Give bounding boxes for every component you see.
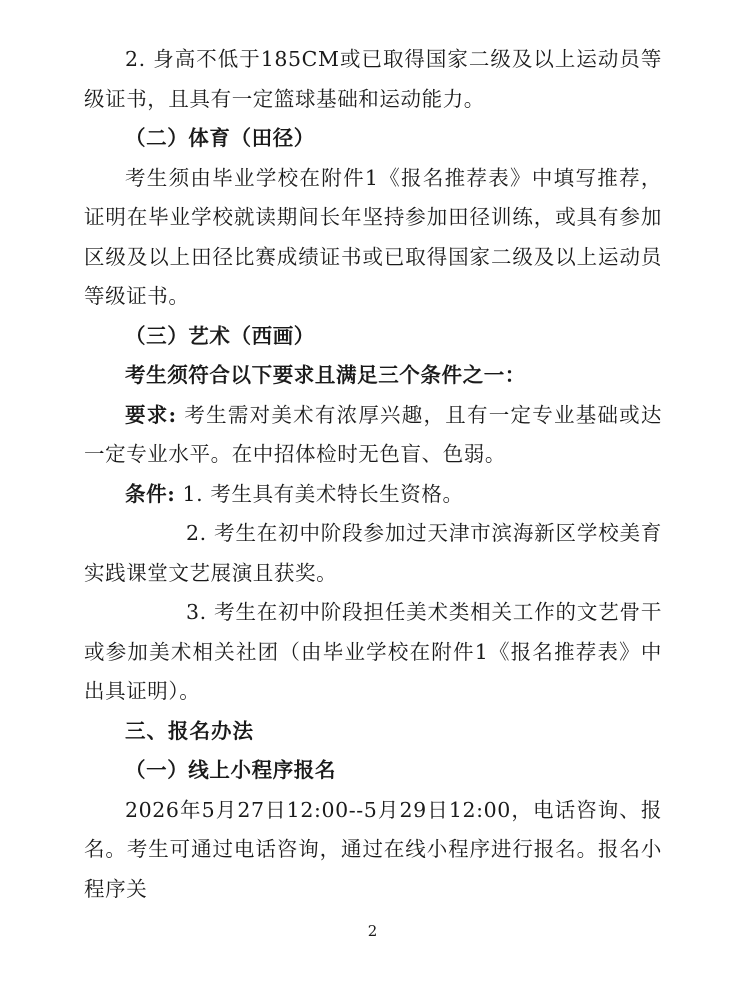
requirement-label: 要求: xyxy=(125,402,177,427)
paragraph-track-and-field: 考生须由毕业学校在附件1《报名推荐表》中填写推荐，证明在毕业学校就读期间长年坚持参加田径训练，或具有参加区级及以上田径比赛成绩证书或已取得国家二级及以上运动员等级证书。 xyxy=(84,165,662,308)
document-body xyxy=(84,40,662,909)
condition-1-text: 1. 考生具有美术特长生资格。 xyxy=(182,481,464,506)
paragraph-art-intro: 考生须符合以下要求且满足三个条件之一： xyxy=(125,363,526,387)
condition-label: 条件: xyxy=(125,481,176,506)
paragraph-condition-2: 2. 考生在初中阶段参加过天津市滨海新区学校美育实践课堂文艺展演且获奖。 xyxy=(84,521,662,585)
heading-art-western-painting: （三）艺术（西画） xyxy=(125,323,315,348)
heading-registration-method: 三、报名办法 xyxy=(125,718,254,743)
paragraph-online-registration: 2026年5月27日12:00--5月29日12:00，电话咨询、报名。考生可通过电话咨询，通过在线小程序进行报名。报名小程序关 xyxy=(84,797,662,901)
requirement-text: 考生需对美术有浓厚兴趣，且有一定专业基础或达一定专业水平。在中招体检时无色盲、色弱。 xyxy=(84,402,663,466)
heading-track-and-field: （二）体育（田径） xyxy=(125,126,315,150)
heading-online-registration: （一）线上小程序报名 xyxy=(125,758,336,782)
paragraph-art-requirement xyxy=(84,396,662,475)
page-number: 2 xyxy=(367,922,378,940)
paragraph-condition-3: 3. 考生在初中阶段担任美术类相关工作的文艺骨干或参加美术相关社团（由毕业学校在附件1《报名推荐表》中出具证明）。 xyxy=(84,600,662,703)
paragraph-height-requirement: 2. 身高不低于185CM或已取得国家二级及以上运动员等级证书，且具有一定篮球基础和运动能力。 xyxy=(84,47,662,111)
paragraph-condition-1 xyxy=(84,475,662,515)
